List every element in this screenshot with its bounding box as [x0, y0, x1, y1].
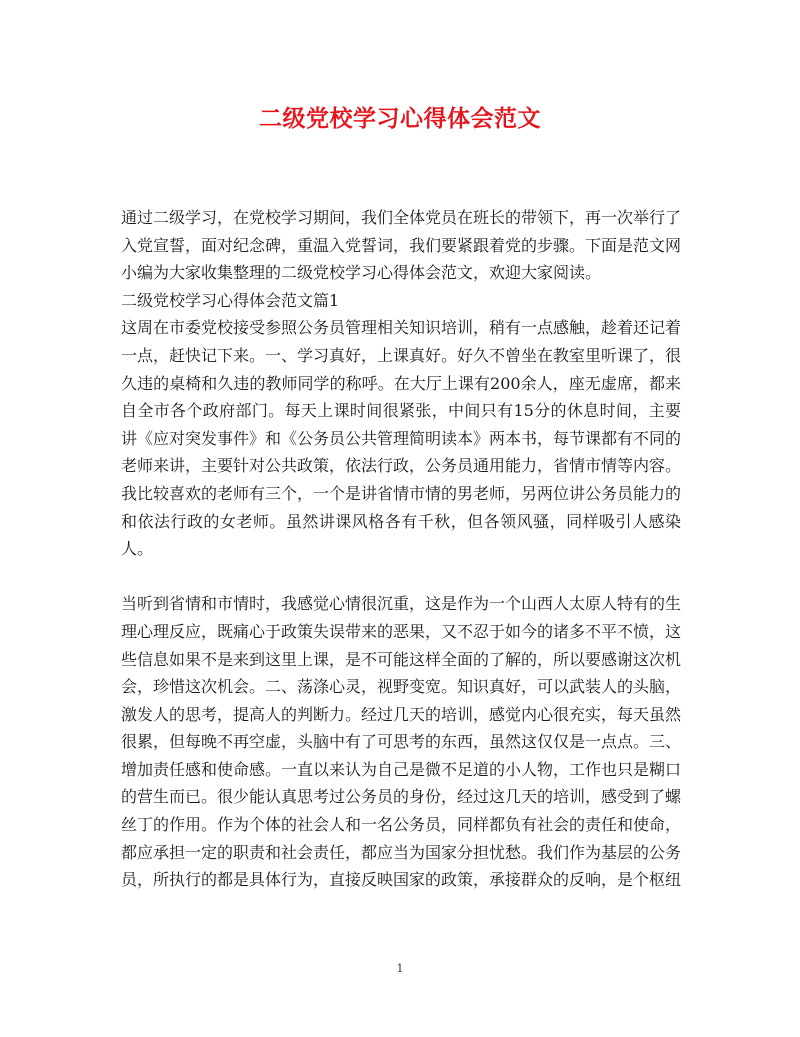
intro-paragraph: 通过二级学习，在党校学习期间，我们全体党员在班长的带领下，再一次举行了入党宣誓，面对纪念碑，重温入党誓词，我们要紧跟着党的步骤。下面是范文网小编为大家收集整理的二级党校学习心得体会范文，欢迎大家阅读。 — [121, 208, 682, 283]
body-paragraph-1: 这周在市委党校接受参照公务员管理相关知识培训，稍有一点感触，趁着还记着一点，赶快记下来。一、学习真好，上课真好。好久不曾坐在教室里听课了，很久违的桌椅和久违的教师同学的称呼。在大厅上课有200余人，座无虚席，都来自全市各个政府部门。每天上课时间很紧张，中间只有15分的休息时间，主要讲《应对突发事件》和《公务员公共管理简明读本》两本书，每节课都有不同的老师来讲，主要针对公共政策，依法行政，公务员通用能力，省情市情等内容。我比较喜欢的老师有三个，一个是讲省情市情的男老师，另两位讲公务员能力的和依法行政的女老师。虽然讲课风格各有千秋，但各领风骚，同样吸引人感染人。 — [121, 318, 682, 559]
body-paragraph-2: 当听到省情和市情时，我感觉心情很沉重，这是作为一个山西人太原人特有的生理心理反应，既痛心于政策失误带来的恶果，又不忍于如今的诸多不平不愤，这些信息如果不是来到这里上课，是不可能这样全面的了解的，所以要感谢这次机会，珍惜这次机会。二、荡涤心灵，视野变宽。知识真好，可以武装人的头脑，激发人的思考，提高人的判断力。经过几天的培训，感觉内心很充实，每天虽然很累，但每晚不再空虚，头脑中有了可思考的东西，虽然这仅仅是一点点。三、增加责任感和使命感。一直以来认为自己是微不足道的小人物，工作也只是糊口的营生而已。很少能认真思考过公务员的身份，经过这几天的培训，感受到了螺丝丁的作用。作为个体的社会人和一名公务员，同样都负有社会的责任和使命，都应承担一定的职责和社会责任，都应当为国家分担忧愁。我们作为基层的公务员，所执行的都是具体行为，直接反映国家的政策，承接群众的反响，是个枢纽 — [121, 594, 682, 890]
paragraph-spacer — [121, 563, 681, 591]
page-number: 1 — [396, 962, 404, 975]
document-body — [121, 204, 681, 894]
section-heading: 二级党校学习心得体会范文篇1 — [121, 290, 340, 310]
document-title: 二级党校学习心得体会范文 — [259, 105, 541, 132]
